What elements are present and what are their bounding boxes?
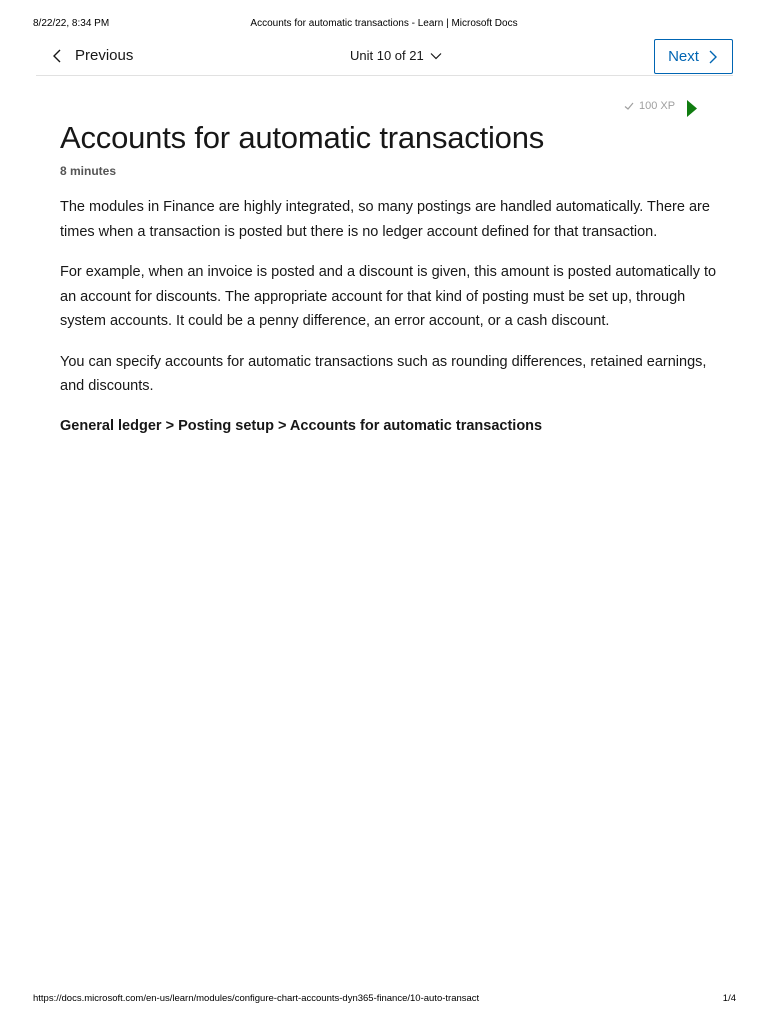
page-title: Accounts for automatic transactions [60,120,545,155]
unit-content [60,118,720,438]
chevron-right-icon [707,49,719,65]
next-button[interactable] [654,39,733,74]
unit-selector-label: Unit 10 of 21 [350,48,424,63]
previous-button[interactable] [50,47,133,64]
navigation-path: General ledger > Posting setup > Accounts for automatic transactions [60,417,543,434]
xp-label: 100 XP [639,100,676,112]
print-page-number: 1/4 [722,993,736,1004]
chevron-left-icon [50,48,66,64]
checkmark-icon [624,101,634,111]
print-page-title: Accounts for automatic transactions - Learn | Microsoft Docs [250,18,518,29]
body-paragraph: The modules in Finance are highly integrated, so many postings are handled automatically. There are times when a transaction is posted but there is no ledger account defined for that transaction. [60,199,710,240]
duration-label: 8 minutes [60,164,117,178]
previous-button-label: Previous [75,47,134,64]
unit-selector-dropdown[interactable] [350,48,442,63]
body-paragraph: For example, when an invoice is posted and a discount is given, this amount is posted automatically to an account for discounts. The appropriate account for that kind of posting must be set up, through system accounts. It could be a penny difference, an error account, or a cash discount. [60,264,717,329]
next-button-label: Next [668,48,699,65]
unit-navigation-bar [36,38,733,76]
print-datetime: 8/22/22, 8:34 PM [33,18,110,29]
play-triangle-icon [687,100,697,117]
print-url: https://docs.microsoft.com/en-us/learn/modules/configure-chart-accounts-dyn365-finance/10-auto-transact [33,993,480,1004]
chevron-down-icon [430,50,442,62]
body-paragraph: You can specify accounts for automatic transactions such as rounding differences, retained earnings, and discounts. [60,353,707,394]
print-header [0,18,768,32]
xp-badge [624,100,675,112]
